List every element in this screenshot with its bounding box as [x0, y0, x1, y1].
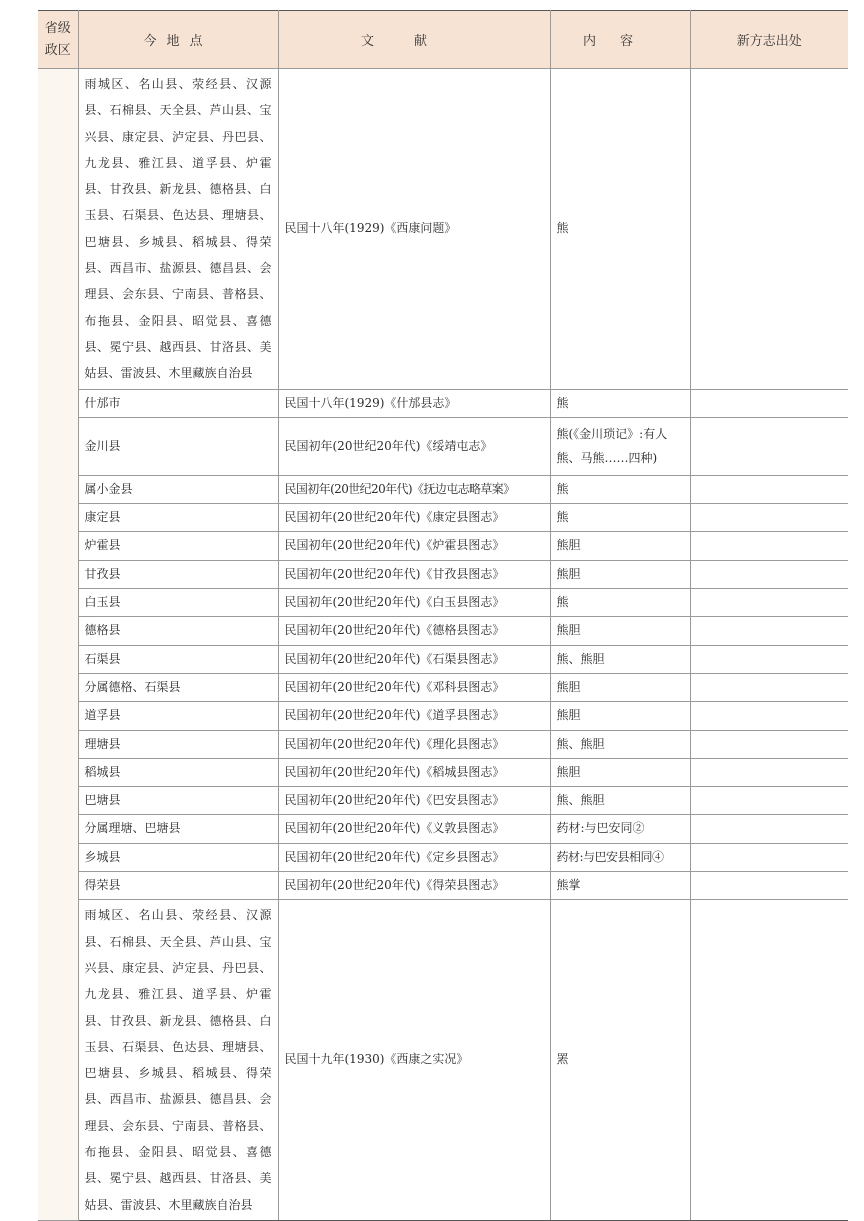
document-cell: 民国初年(20世纪20年代)《巴安县图志》 [278, 787, 550, 815]
table-row [38, 702, 848, 730]
gazetteer-cell [690, 69, 848, 390]
header-location: 今地点 [78, 11, 278, 69]
content-cell: 熊 [550, 69, 690, 390]
content-cell: 罴 [550, 900, 690, 1221]
document-cell: 民国十八年(1929)《西康问题》 [278, 69, 550, 390]
location-cell: 德格县 [78, 617, 278, 645]
location-cell: 金川县 [78, 417, 278, 475]
document-cell: 民国初年(20世纪20年代)《义敦县图志》 [278, 815, 550, 843]
table-row [38, 900, 848, 1221]
header-new-gazetteer: 新方志出处 [690, 11, 848, 69]
gazetteer-cell [690, 617, 848, 645]
table-row [38, 475, 848, 503]
gazetteer-cell [690, 475, 848, 503]
table-row [38, 872, 848, 900]
document-cell: 民国初年(20世纪20年代)《抚边屯志略草案》 [278, 475, 550, 503]
header-province-line1: 省级 [44, 20, 71, 36]
gazetteer-cell [690, 673, 848, 701]
header-document: 文献 [278, 11, 550, 69]
gazetteer-cell [690, 730, 848, 758]
gazetteer-cell [690, 787, 848, 815]
document-cell: 民国初年(20世纪20年代)《石渠县图志》 [278, 645, 550, 673]
table-row [38, 69, 848, 390]
location-cell: 乡城县 [78, 843, 278, 871]
content-cell: 熊胆 [550, 560, 690, 588]
location-cell: 分属理塘、巴塘县 [78, 815, 278, 843]
location-cell: 得荣县 [78, 872, 278, 900]
document-cell: 民国初年(20世纪20年代)《白玉县图志》 [278, 589, 550, 617]
content-cell: 熊胆 [550, 758, 690, 786]
document-cell: 民国初年(20世纪20年代)《德格县图志》 [278, 617, 550, 645]
content-cell: 熊 [550, 504, 690, 532]
table-row [38, 758, 848, 786]
location-cell: 巴塘县 [78, 787, 278, 815]
location-cell: 雨城区、名山县、荥经县、汉源县、石棉县、天全县、芦山县、宝兴县、康定县、泸定县、丹巴县、九龙县、雅江县、道孚县、炉霍县、甘孜县、新龙县、德格县、白玉县、石渠县、色达县、理塘县、巴塘县、乡城县、稻城县、得荣县、西昌市、盐源县、德昌县、会理县、会东县、宁南县、普格县、布拖县、金阳县、昭觉县、喜德县、冕宁县、越西县、甘洛县、美姑县、雷波县、木里藏族自治县 [78, 900, 278, 1221]
table-row [38, 504, 848, 532]
document-cell: 民国初年(20世纪20年代)《稻城县图志》 [278, 758, 550, 786]
table-row [38, 560, 848, 588]
gazetteer-cell [690, 815, 848, 843]
content-cell: 熊、熊胆 [550, 730, 690, 758]
table-row [38, 589, 848, 617]
document-cell: 民国十八年(1929)《什邡县志》 [278, 389, 550, 417]
content-cell: 熊、熊胆 [550, 787, 690, 815]
document-cell: 民国初年(20世纪20年代)《甘孜县图志》 [278, 560, 550, 588]
table-row [38, 617, 848, 645]
gazetteer-cell [690, 504, 848, 532]
content-cell: 熊胆 [550, 702, 690, 730]
location-cell: 什邡市 [78, 389, 278, 417]
table-row [38, 787, 848, 815]
document-cell: 民国初年(20世纪20年代)《绥靖屯志》 [278, 417, 550, 475]
gazetteer-cell [690, 872, 848, 900]
gazetteer-cell [690, 389, 848, 417]
content-cell: 药材:与巴安县相同④ [550, 843, 690, 871]
location-cell: 分属德格、石渠县 [78, 673, 278, 701]
location-cell: 稻城县 [78, 758, 278, 786]
table-row [38, 815, 848, 843]
document-cell: 民国初年(20世纪20年代)《得荣县图志》 [278, 872, 550, 900]
location-cell: 石渠县 [78, 645, 278, 673]
table-row [38, 730, 848, 758]
table-row [38, 673, 848, 701]
location-cell: 甘孜县 [78, 560, 278, 588]
content-cell: 熊掌 [550, 872, 690, 900]
content-cell: 药材:与巴安同② [550, 815, 690, 843]
gazetteer-cell [690, 900, 848, 1221]
location-cell: 雨城区、名山县、荥经县、汉源县、石棉县、天全县、芦山县、宝兴县、康定县、泸定县、丹巴县、九龙县、雅江县、道孚县、炉霍县、甘孜县、新龙县、德格县、白玉县、石渠县、色达县、理塘县、巴塘县、乡城县、稻城县、得荣县、西昌市、盐源县、德昌县、会理县、会东县、宁南县、普格县、布拖县、金阳县、昭觉县、喜德县、冕宁县、越西县、甘洛县、美姑县、雷波县、木里藏族自治县 [78, 69, 278, 390]
gazetteer-cell [690, 560, 848, 588]
location-cell: 属小金县 [78, 475, 278, 503]
content-cell: 熊(《金川琐记》:有人熊、马熊……四种) [550, 417, 690, 475]
header-row [38, 11, 848, 69]
document-cell: 民国初年(20世纪20年代)《康定县图志》 [278, 504, 550, 532]
gazetteer-cell [690, 758, 848, 786]
document-cell: 民国十九年(1930)《西康之实况》 [278, 900, 550, 1221]
gazetteer-cell [690, 417, 848, 475]
content-cell: 熊 [550, 589, 690, 617]
content-cell: 熊 [550, 389, 690, 417]
location-cell: 炉霍县 [78, 532, 278, 560]
location-cell: 白玉县 [78, 589, 278, 617]
gazetteer-cell [690, 843, 848, 871]
gazetteer-cell [690, 532, 848, 560]
content-cell: 熊胆 [550, 673, 690, 701]
document-cell: 民国初年(20世纪20年代)《邓科县图志》 [278, 673, 550, 701]
province-cell [38, 69, 78, 1221]
content-cell: 熊、熊胆 [550, 645, 690, 673]
header-province [38, 11, 78, 69]
location-cell: 道孚县 [78, 702, 278, 730]
document-cell: 民国初年(20世纪20年代)《道孚县图志》 [278, 702, 550, 730]
location-cell: 理塘县 [78, 730, 278, 758]
table-row [38, 843, 848, 871]
gazetteer-cell [690, 702, 848, 730]
document-cell: 民国初年(20世纪20年代)《理化县图志》 [278, 730, 550, 758]
gazetteer-cell [690, 645, 848, 673]
table-row [38, 417, 848, 475]
records-table [38, 10, 848, 1221]
table-row [38, 389, 848, 417]
header-province-line2: 政区 [44, 42, 71, 58]
gazetteer-cell [690, 589, 848, 617]
document-cell: 民国初年(20世纪20年代)《定乡县图志》 [278, 843, 550, 871]
location-cell: 康定县 [78, 504, 278, 532]
content-cell: 熊 [550, 475, 690, 503]
table-row [38, 645, 848, 673]
header-content: 内容 [550, 11, 690, 69]
table-row [38, 532, 848, 560]
content-cell: 熊胆 [550, 617, 690, 645]
document-cell: 民国初年(20世纪20年代)《炉霍县图志》 [278, 532, 550, 560]
content-cell: 熊胆 [550, 532, 690, 560]
